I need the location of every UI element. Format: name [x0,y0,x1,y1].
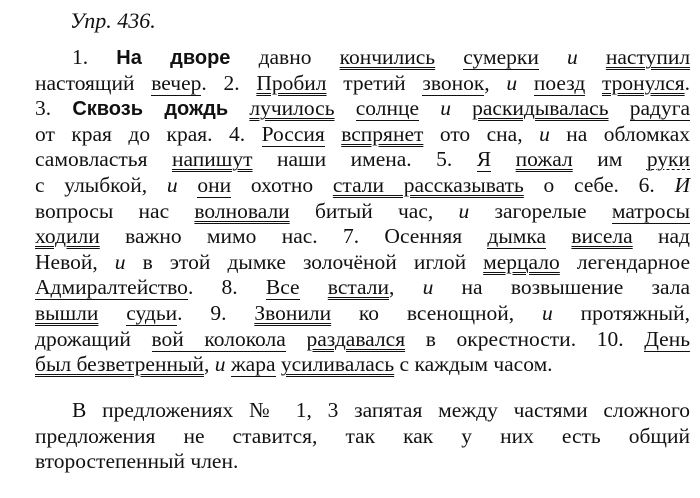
text-run: вопросы нас [35,198,195,223]
conjunction: и [440,96,451,121]
predicate-word: ходили [35,224,100,249]
subject-word: поезд [533,70,586,95]
text-run: важно мимо нас. 7. Осенняя [99,224,488,249]
exercise-line [35,199,690,225]
predicate-word: усиливалась [280,352,395,377]
text-run [435,45,463,69]
text-run: , [484,70,507,95]
bold-phrase: На дворе [116,47,231,69]
text-run: протяжный, [552,300,691,325]
text-run: , [203,352,215,377]
text-run: битый час, [289,198,459,223]
predicate-word: волновали [194,198,290,223]
exercise-line [35,147,690,173]
subject-word: Адмиралтейство [35,275,188,300]
exercise-line [35,122,690,148]
text-run [451,96,472,120]
subject-word: жара [230,352,276,377]
exercise-line [35,96,690,122]
text-run [225,352,230,376]
predicate-word: наступил [605,45,691,69]
conjunction: и [458,198,470,223]
note-line: второстепенный член. [35,449,239,474]
exercise-line [35,352,690,378]
subject-word: радуга [629,96,691,121]
subject-word: Россия [261,121,325,146]
exercise-note [35,398,690,475]
text-run [286,327,307,351]
predicate-word: вышли [35,300,99,325]
text-run [98,301,126,325]
conjunction: и [214,352,226,377]
exercise-line [35,301,690,327]
conjunction: и [506,70,518,95]
text-run: ото сна, [423,121,540,146]
text-run: настоящий [35,70,152,95]
text-run: самовластья [35,147,172,172]
text-run: с каждым часом. [394,352,553,377]
exercise-line [35,275,690,301]
text-run: в окрестности. 10. [405,326,645,351]
text-run [335,96,356,120]
text-run: . [684,70,691,95]
text-run [517,71,534,95]
predicate-word: стали рассказывать [332,172,524,197]
exercise-line [35,71,690,97]
text-run [178,173,198,197]
subject-word: Я [476,147,492,172]
text-run: в этой дымке золочёной иглой [125,249,484,274]
subject-word: сумерки [463,45,539,69]
conjunction: и [542,300,553,325]
text-run: 3. [35,96,73,121]
conjunction: И [674,172,691,197]
text-run: . 2. [201,70,257,95]
text-run [325,122,341,146]
text-run: над [632,224,690,249]
predicate-word: тронулся [602,70,685,95]
text-run [585,71,602,95]
text-run [539,45,567,69]
text-run: . 9. [177,300,255,325]
exercise-text [35,45,690,378]
exercise-line [35,224,690,250]
exercise-line [35,45,690,71]
text-run: дрожащий [35,326,152,351]
text-run: от края до края. 4. [35,121,262,146]
conjunction: и [566,45,578,69]
text-run: с улыбкой, [35,172,167,197]
predicate-word: раздавался [306,326,406,351]
subject-word: матросы [611,198,690,223]
predicate-word: Пробил [256,70,327,95]
text-run: 1. [72,45,117,69]
text-run: на возвышение зала [433,275,691,300]
predicate-word: Звонили [254,300,332,325]
note-line: В предложениях № 1, 3 запятая между частями сложного [72,398,690,422]
text-run: давно [230,45,340,69]
conjunction: и [114,249,126,274]
subject-word: День [644,326,691,351]
text-run [546,224,571,248]
text-run: , [389,275,423,300]
text-run: охотно [231,172,333,197]
conjunction: и [166,172,178,197]
predicate-word: раскидывалась [472,96,609,121]
predicate-word: встали [327,275,389,300]
bold-phrase: Сквозь дождь [72,98,229,121]
text-run: загорелые [469,198,612,223]
object-word: руки [646,147,690,172]
subject-word: солнце [355,96,420,121]
predicate-word: кончились [339,45,436,69]
exercise-line [35,250,690,276]
predicate-word: пожал [515,147,573,172]
exercise-line [35,173,690,199]
exercise-line [35,327,690,353]
text-run: на обломках [549,121,691,146]
conjunction: и [422,275,434,300]
text-run: Невой, [35,249,115,274]
predicate-word: напишут [171,147,253,172]
subject-word: судьи [126,300,178,325]
text-run: наши имена. 5. [252,147,477,172]
text-run [228,96,249,120]
text-run [491,147,516,171]
text-run: третий [326,70,423,95]
subject-word: Все [265,275,300,300]
predicate-word: был безветренный [35,352,204,377]
exercise-title: Упр. 436. [70,8,156,33]
text-run: . 8. [187,275,266,300]
predicate-word: мерцало [483,249,560,274]
text-run [609,96,630,120]
text-run: ко всенощной, [331,300,543,325]
text-run: им [572,147,647,172]
text-run: легендарное [559,249,690,274]
text-run: о себе. 6. [523,172,675,197]
predicate-word: вспрянет [341,121,424,146]
subject-word: вечер [151,70,202,95]
subject-word: дымка [487,224,547,249]
subject-word: вой колокола [151,326,286,351]
predicate-word: висела [571,224,633,249]
subject-word: они [197,172,232,197]
subject-word: звонок [422,70,485,95]
text-run [578,45,606,69]
note-line: предложения не ставится, так как у них есть общий [35,423,690,448]
text-run [419,96,440,120]
conjunction: и [539,121,550,146]
text-run [300,275,328,299]
predicate-word: лучилось [249,96,335,121]
